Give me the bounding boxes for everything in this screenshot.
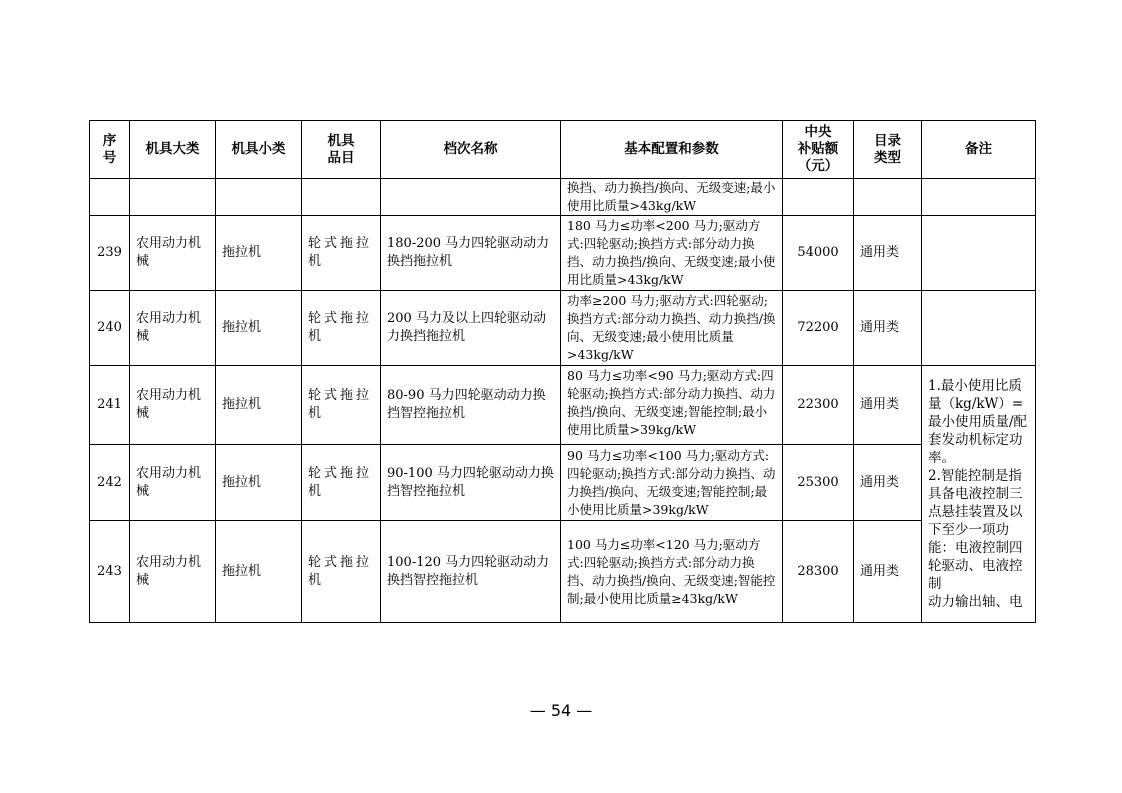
table-row [90, 445, 1036, 521]
header-grade: 档次名称 [381, 121, 561, 179]
header-subsidy-line2: 补贴额 [797, 141, 839, 157]
spec-text: 换挡、动力换挡/换向、无级变速;最小使用比质量>43kg/kW [567, 180, 776, 213]
notes-cell [922, 366, 1036, 623]
category-cell: 农用动力机械 [130, 291, 216, 366]
item-cell: 轮式拖拉机 [302, 445, 381, 521]
table-cell [216, 179, 302, 216]
header-subsidy-line3: （元） [797, 158, 839, 174]
type-cell: 通用类 [854, 291, 922, 366]
table-row-continued [90, 179, 1036, 216]
subsidy-table [89, 120, 1036, 623]
type-cell: 通用类 [854, 521, 922, 623]
grade-cell: 80-90 马力四轮驱动动力换挡智控拖拉机 [381, 366, 561, 445]
subcategory-cell: 拖拉机 [216, 366, 302, 445]
table-cell [381, 179, 561, 216]
type-cell: 通用类 [854, 216, 922, 291]
notes-cell-empty [922, 291, 1036, 366]
grade-cell: 100-120 马力四轮驱动动力换挡智控拖拉机 [381, 521, 561, 623]
grade-cell: 90-100 马力四轮驱动动力换挡智控拖拉机 [381, 445, 561, 521]
subcategory-cell: 拖拉机 [216, 291, 302, 366]
header-spec: 基本配置和参数 [561, 121, 783, 179]
header-item-line1: 机具 [327, 132, 355, 149]
header-subcategory: 机具小类 [216, 121, 302, 179]
table-row [90, 291, 1036, 366]
table-row [90, 521, 1036, 623]
subsidy-cell: 28300 [783, 521, 854, 623]
header-subsidy [783, 121, 854, 179]
table-cell [130, 179, 216, 216]
header-seq-line2: 号 [102, 149, 117, 166]
item-cell: 轮式拖拉机 [302, 366, 381, 445]
item-cell: 轮式拖拉机 [302, 521, 381, 623]
seq-cell: 241 [90, 366, 130, 445]
grade-cell: 180-200 马力四轮驱动动力换挡拖拉机 [381, 216, 561, 291]
header-item-line2: 品目 [327, 149, 355, 166]
spec-cell [561, 216, 783, 291]
subsidy-cell: 54000 [783, 216, 854, 291]
table-cell [854, 179, 922, 216]
spec-cell [561, 179, 783, 216]
header-row [90, 121, 1036, 179]
header-seq [90, 121, 130, 179]
subsidy-cell: 25300 [783, 445, 854, 521]
table-cell [922, 179, 1036, 216]
item-cell: 轮式拖拉机 [302, 291, 381, 366]
spec-cell [561, 445, 783, 521]
header-category: 机具大类 [130, 121, 216, 179]
header-type-line1: 目录 [874, 132, 901, 149]
seq-cell: 242 [90, 445, 130, 521]
notes-text: 1.最小使用比质量（kg/kW）=最小使用质量/配套发动机标定功率。 2.智能控制是指具备电液控制三点悬挂装置及以下至少一项功能：电液控制四轮驱动、电液控制 动力输出轴、电 [928, 378, 1028, 610]
subsidy-cell: 22300 [783, 366, 854, 445]
spec-text: 90 马力≤功率<100 马力;驱动方式:四轮驱动;换挡方式:部分动力换挡、动力换挡/换向、无级变速;智能控制;最小使用比质量>39kg/kW [567, 447, 776, 517]
table-cell [302, 179, 381, 216]
spec-text: 100 马力≤功率<120 马力;驱动方式:四轮驱动;换挡方式:部分动力换挡、动力换挡/换向、无级变速;智能控制;最小使用比质量≥43kg/kW [567, 536, 776, 606]
header-type [854, 121, 922, 179]
table-cell [90, 179, 130, 216]
seq-cell: 239 [90, 216, 130, 291]
category-cell: 农用动力机械 [130, 521, 216, 623]
type-cell: 通用类 [854, 445, 922, 521]
header-subsidy-line1: 中央 [804, 124, 832, 140]
subcategory-cell: 拖拉机 [216, 216, 302, 291]
notes-cell-empty [922, 216, 1036, 291]
category-cell: 农用动力机械 [130, 366, 216, 445]
spec-cell [561, 521, 783, 623]
spec-text: 功率≥200 马力;驱动方式:四轮驱动;换挡方式:部分动力换挡、动力换挡/换向、无级变速;最小使用比质量>43kg/kW [567, 293, 776, 362]
spec-cell [561, 366, 783, 445]
seq-cell: 243 [90, 521, 130, 623]
subcategory-cell: 拖拉机 [216, 445, 302, 521]
subsidy-cell: 72200 [783, 291, 854, 366]
category-cell: 农用动力机械 [130, 445, 216, 521]
item-cell: 轮式拖拉机 [302, 216, 381, 291]
header-seq-line1: 序 [102, 132, 117, 149]
header-type-line2: 类型 [874, 149, 901, 166]
type-cell: 通用类 [854, 366, 922, 445]
header-notes: 备注 [922, 121, 1036, 179]
grade-cell: 200 马力及以上四轮驱动动力换挡拖拉机 [381, 291, 561, 366]
page-number: — 54 — [529, 701, 593, 720]
spec-text: 80 马力≤功率<90 马力;驱动方式:四轮驱动;换挡方式:部分动力换挡、动力换挡/换向、无级变速;智能控制;最小使用比质量>39kg/kW [567, 368, 776, 437]
seq-cell: 240 [90, 291, 130, 366]
spec-text: 180 马力≤功率<200 马力;驱动方式:四轮驱动;换挡方式:部分动力换挡、动力换挡/换向、无级变速;最小使用比质量>43kg/kW [567, 218, 776, 287]
header-item [302, 121, 381, 179]
subcategory-cell: 拖拉机 [216, 521, 302, 623]
category-cell: 农用动力机械 [130, 216, 216, 291]
spec-cell [561, 291, 783, 366]
table-row [90, 216, 1036, 291]
table-cell [783, 179, 854, 216]
table-row [90, 366, 1036, 445]
